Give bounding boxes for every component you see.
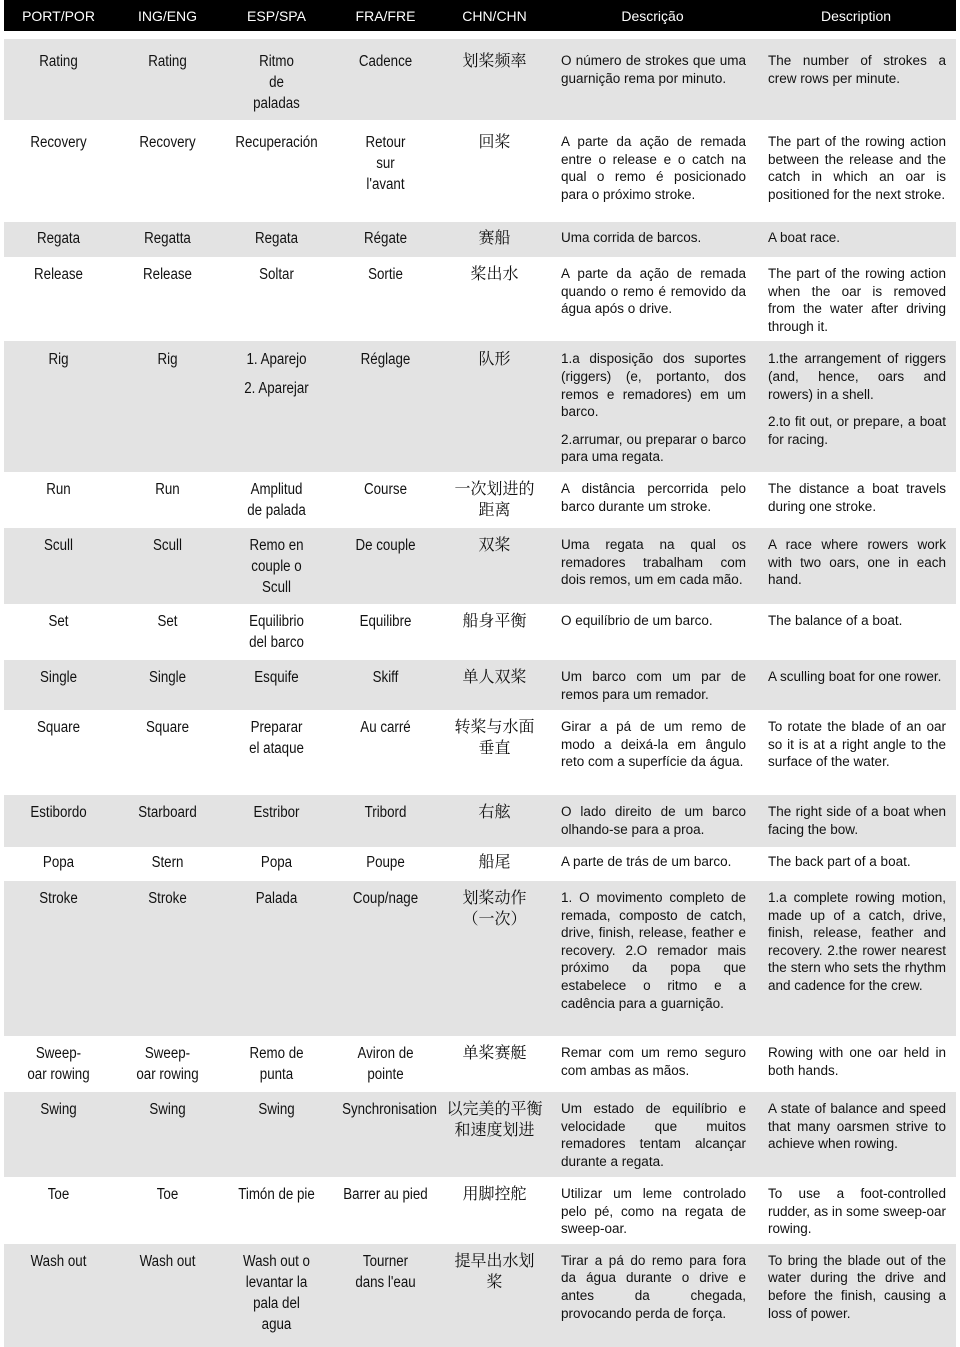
term-por: Run [46,480,71,498]
term-por: Swing [40,1100,77,1118]
term-eng: Set [157,612,178,630]
term-fra: Synchronisation [342,1100,437,1118]
term-fra: Aviron de pointe [357,1044,414,1083]
definition-pt: A parte de trás de um barco. [561,853,732,869]
term-spa: Preparar el ataque [249,718,304,757]
term-chn: 划桨动作（一次） [462,887,527,928]
header-por: PORT/POR [4,0,113,31]
term-spa-line2: 2. Aparejar [244,380,309,398]
table-row [4,1177,956,1244]
definition-pt: O lado direito de um barco olhando-se para a proa. [561,803,746,837]
term-chn: 单人双桨 [462,666,527,686]
term-chn: 划桨频率 [462,51,527,70]
term-spa: Esquife [254,668,299,686]
table-row [4,847,956,881]
table-row [4,120,956,222]
term-por: Estibordo [30,803,87,821]
table-row [4,528,956,604]
term-fra: Réglage [360,351,411,369]
definition-en: A race where rowers work with two oars, one in each hand. [768,536,946,588]
term-eng: Stroke [148,889,187,907]
definition-pt: Uma corrida de barcos. [561,230,702,245]
header-descricao: Descrição [549,0,756,31]
table-row [4,1036,956,1092]
term-fra: Skiff [372,668,399,686]
term-eng: Run [155,480,180,498]
term-chn: 赛船 [478,228,511,247]
term-chn: 提早出水划桨 [454,1250,535,1291]
term-eng: Swing [149,1100,186,1118]
table-row [4,472,956,528]
table-row [4,881,956,1036]
definition-en: The balance of a boat. [768,612,903,628]
table-header-row [4,0,956,31]
definition-pt-part1: 1.a disposição dos suportes (riggers) (e, portanto, dos remos e remadores) em um barco. [561,351,746,420]
term-spa: Wash out o levantar la pala del agua [243,1252,310,1333]
term-chn: 队形 [478,349,511,369]
term-por: Stroke [39,889,78,907]
table-row [4,1092,956,1177]
term-fra: Coup/nage [352,889,419,907]
term-fra: Au carré [360,718,411,736]
definition-en: The part of the rowing action when the oar is removed from the water after driving through it. [768,266,946,334]
term-eng: Square [146,718,189,736]
term-chn: 双桨 [478,534,511,554]
definition-en: A sculling boat for one rower. [768,668,942,684]
definition-en: To bring the blade out of the water during the drive and before the finish, causing a loss of power. [768,1252,946,1321]
definition-en: The number of strokes a crew rows per minute. [768,53,946,86]
term-chn: 右舷 [478,801,511,821]
term-chn: 转桨与水面垂直 [454,716,535,757]
term-por: Square [37,718,80,736]
term-fra: Régate [364,230,407,247]
definition-pt: Um estado de equilíbrio e velocidade que muitos remadores tentam alcançar durante a regata. [561,1100,746,1169]
term-spa: Ritmo de paladas [253,53,300,112]
header-spa: ESP/SPA [222,0,331,31]
table-row [4,1244,956,1347]
term-por: Rating [39,53,78,70]
term-eng: Recovery [139,134,196,151]
definition-en: The back part of a boat. [768,853,911,869]
term-chn: 回桨 [478,132,511,151]
term-chn: 一次划进的距离 [454,478,535,519]
term-spa [230,341,324,405]
definition-en: A state of balance and speed that many oarsmen strive to achieve when rowing. [768,1100,946,1152]
table-row [4,257,956,341]
table-row [4,604,956,660]
term-por: Rig [48,351,69,369]
header-chn: CHN/CHN [440,0,549,31]
term-eng: Starboard [138,803,197,821]
term-eng: Release [143,266,192,283]
term-fra: Sortie [368,266,403,283]
glossary-table [4,0,956,1347]
table-row [4,710,956,795]
term-fra: Tribord [364,803,407,821]
term-por: Scull [44,536,73,554]
definition-pt: A distância percorrida pelo barco durante um stroke. [561,480,746,514]
definition-en: The right side of a boat when facing the bow. [768,803,946,837]
term-spa: Timón de pie [238,1185,315,1203]
term-eng: Toe [156,1185,179,1203]
term-por: Toe [47,1185,70,1203]
definition-pt: Uma regata na qual os remadores trabalham com dois remos, um em cada mão. [561,536,746,588]
term-eng: Rig [157,351,178,369]
term-chn: 单桨赛艇 [462,1042,527,1062]
term-eng: Single [148,668,187,686]
definition-pt: O equilíbrio de um barco. [561,612,713,628]
definition-en-part2: 2.to fit out, or prepare, a boat for racing. [768,414,946,447]
header-eng: ING/ENG [113,0,222,31]
definition-en: The part of the rowing action between the release and the catch in which an oar is positioned for the next stroke. [768,134,946,202]
definition-pt [549,341,756,472]
term-spa: Palada [255,889,298,907]
definition-pt: 1. O movimento completo de remada, composto de catch, drive, finish, release, feather e recovery. 2.O remador mais próximo da popa que estabelece o ritmo e a cadência para a guarnição. [561,889,746,1011]
definition-en-part1: 1.the arrangement of riggers (and, hence, oars and rowers) in a shell. [768,351,946,402]
term-chn: 以完美的平衡和速度划进 [446,1098,543,1139]
table-row [4,341,956,472]
definition-en: To rotate the blade of an oar so it is at a right angle to the surface of the water. [768,718,946,770]
term-fra: Cadence [358,53,413,70]
term-por: Set [48,612,69,630]
table-row [4,660,956,710]
term-eng: Rating [148,53,187,70]
term-spa: Remo en couple o Scull [249,536,304,596]
definition-pt: A parte da ação de remada quando o remo é removido da água após o drive. [561,266,746,317]
term-fra: Course [364,480,407,498]
term-fra: Equilibre [359,612,412,630]
term-eng: Regatta [144,230,191,247]
definition-en: A boat race. [768,230,841,245]
term-spa: Recuperación [235,134,318,151]
term-por: Sweep-oar rowing [27,1044,90,1083]
glossary-table-container [4,0,956,1347]
definition-en: The distance a boat travels during one stroke. [768,480,946,514]
term-por: Regata [37,230,80,247]
term-spa: Regata [255,230,298,247]
term-eng: Wash out [139,1252,196,1270]
term-fra: Poupe [366,853,405,871]
term-spa: Remo de punta [249,1044,304,1083]
term-spa: Soltar [259,266,294,283]
definition-pt: Girar a pá de um remo de modo a deixá-la em ângulo reto com a superfície da água. [561,718,746,770]
definition-en: To use a foot-controlled rudder, as in some sweep-oar rowing. [768,1185,946,1237]
definition-pt: Utilizar um leme controlado pelo pé, como na regata de sweep-oar. [561,1185,746,1237]
definition-pt: Tirar a pá do remo para fora da água durante o drive e antes da chegada, provocando perda de força. [561,1252,746,1321]
table-row [4,795,956,847]
term-chn: 用脚控舵 [462,1183,527,1203]
term-chn: 船身平衡 [462,610,527,630]
definition-pt: Um barco com um par de remos para um remador. [561,668,746,702]
term-fra: Barrer au pied [343,1185,428,1203]
term-por: Popa [42,853,75,871]
term-spa-line1: 1. Aparejo [246,351,307,369]
term-fra: De couple [355,536,416,554]
header-description: Description [756,0,956,31]
definition-en: 1.a complete rowing motion, made up of a catch, drive, finish, release, feather and recovery. 2.the rower nearest the stern who sets the rhythm and cadence for the crew. [768,889,946,993]
definition-pt: O número de strokes que uma guarnição rema por minuto. [561,53,746,86]
term-spa: Estribor [253,803,300,821]
term-por: Recovery [30,134,87,151]
table-row [4,39,956,120]
term-eng: Stern [151,853,184,871]
term-spa: Swing [258,1100,295,1118]
term-eng: Scull [153,536,182,554]
definition-pt: Remar com um remo seguro com ambas as mãos. [561,1044,746,1078]
term-spa: Popa [260,853,293,871]
term-fra: Tourner dans l'eau [355,1252,416,1291]
definition-pt-part2: 2.arrumar, ou preparar o barco para uma regata. [561,431,746,465]
term-eng: Sweep-oar rowing [136,1044,199,1083]
header-fra: FRA/FRE [331,0,440,31]
definition-pt: A parte da ação de remada entre o release e o catch na qual o remo é posicionado para o próximo stroke. [561,134,746,202]
definition-en [756,341,956,454]
term-spa: Equilibrio del barco [249,612,304,651]
term-fra: Retour sur l'avant [365,134,406,193]
term-chn: 船尾 [478,851,511,871]
definition-en: Rowing with one oar held in both hands. [768,1044,946,1078]
term-por: Release [34,266,83,283]
term-por: Wash out [30,1252,87,1270]
table-row [4,222,956,257]
term-chn: 桨出水 [470,264,519,283]
term-por: Single [39,668,78,686]
term-spa: Amplitud de palada [247,480,306,519]
